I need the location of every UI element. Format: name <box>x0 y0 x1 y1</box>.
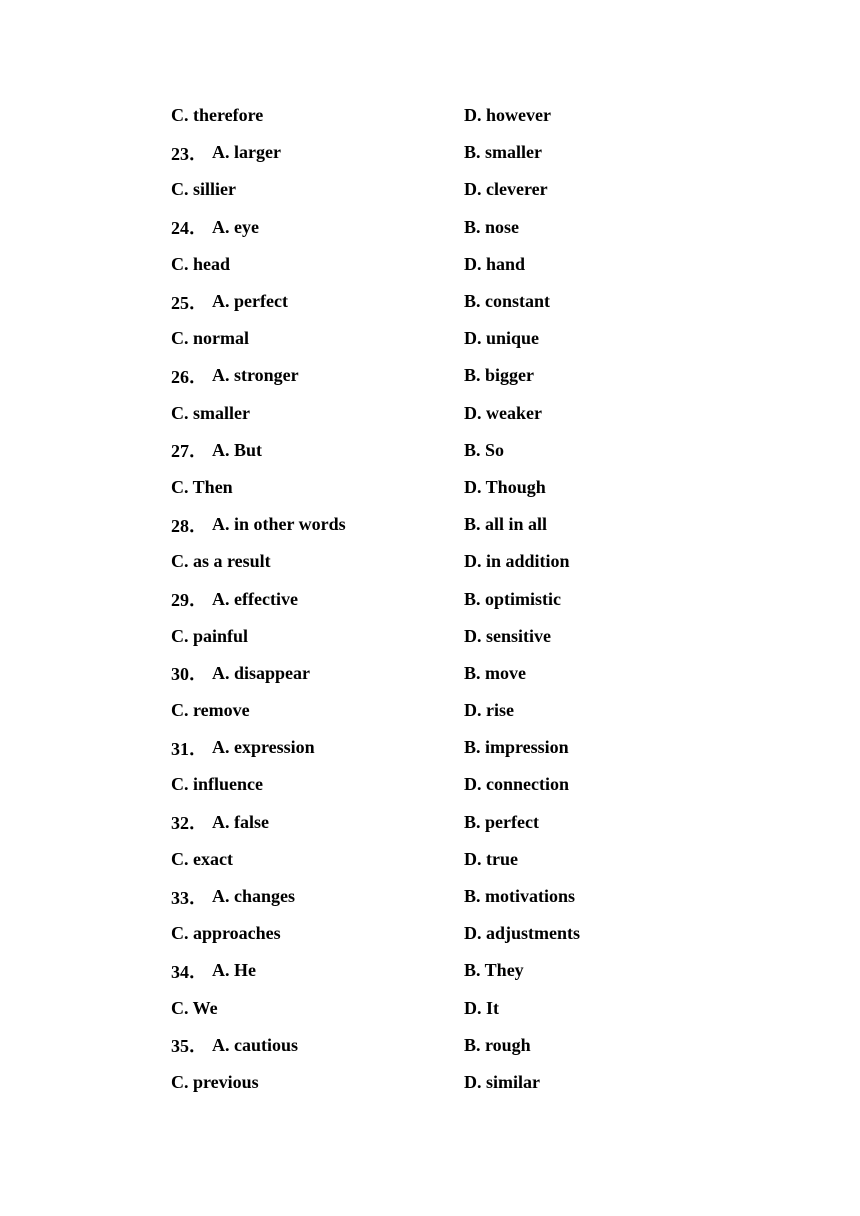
option-left-cell <box>171 214 464 240</box>
option-row <box>171 618 731 655</box>
option-text-right: B. constant <box>464 291 551 312</box>
option-text-right: B. bigger <box>464 365 534 386</box>
option-text-right: D. true <box>464 848 518 869</box>
option-text-left: C. We <box>171 997 218 1018</box>
question-number: 32． <box>171 813 207 834</box>
option-text-left: A. eye <box>212 216 259 237</box>
option-row <box>171 878 731 915</box>
option-text-right: D. rise <box>464 700 514 721</box>
option-text-right: D. It <box>464 997 499 1018</box>
option-row <box>171 1027 731 1064</box>
option-text-right: D. Though <box>464 476 546 497</box>
question-number: 23． <box>171 143 207 164</box>
option-text-left: A. false <box>212 811 269 832</box>
option-text-right: B. They <box>464 960 524 981</box>
question-number: 35． <box>171 1036 207 1057</box>
option-text-right: D. weaker <box>464 402 542 423</box>
option-row <box>171 1064 731 1101</box>
option-row <box>171 283 731 320</box>
option-left-cell <box>171 551 464 572</box>
option-row <box>171 952 731 989</box>
option-left-cell <box>171 884 464 910</box>
option-text-left: C. Then <box>171 476 233 497</box>
option-left-cell <box>171 477 464 498</box>
option-text-left: C. painful <box>171 625 249 646</box>
option-row <box>171 320 731 357</box>
answer-options-list <box>171 97 731 1101</box>
option-text-left: A. disappear <box>212 662 311 683</box>
option-text-right: D. however <box>464 105 551 126</box>
option-row <box>171 729 731 766</box>
option-left-cell <box>171 289 464 315</box>
option-text-right: B. rough <box>464 1034 531 1055</box>
option-left-cell <box>171 849 464 870</box>
option-row <box>171 97 731 134</box>
option-text-left: C. remove <box>171 700 250 721</box>
option-row <box>171 580 731 617</box>
option-text-left: C. previous <box>171 1071 259 1092</box>
option-text-right: D. adjustments <box>464 923 581 944</box>
option-text-left: C. head <box>171 253 231 274</box>
option-text-right: B. motivations <box>464 886 576 907</box>
option-text-left: A. perfect <box>212 291 288 312</box>
option-text-right: D. connection <box>464 774 569 795</box>
option-left-cell <box>171 660 464 686</box>
option-left-cell <box>171 105 464 126</box>
option-text-right: D. sensitive <box>464 625 551 646</box>
option-text-right: B. impression <box>464 737 569 758</box>
option-left-cell <box>171 958 464 984</box>
option-row <box>171 432 731 469</box>
option-row <box>171 395 731 432</box>
option-text-right: B. smaller <box>464 142 542 163</box>
question-number: 26． <box>171 366 207 387</box>
option-text-left: C. normal <box>171 328 249 349</box>
option-row <box>171 469 731 506</box>
option-text-right: D. hand <box>464 253 526 274</box>
option-left-cell <box>171 254 464 275</box>
option-row <box>171 246 731 283</box>
option-left-cell <box>171 586 464 612</box>
option-text-left: A. He <box>212 960 256 981</box>
question-number: 34． <box>171 961 207 982</box>
option-text-left: C. approaches <box>171 923 281 944</box>
option-row <box>171 692 731 729</box>
option-row <box>171 915 731 952</box>
option-row <box>171 543 731 580</box>
option-text-right: B. move <box>464 662 526 683</box>
option-text-left: C. exact <box>171 848 233 869</box>
option-left-cell <box>171 735 464 761</box>
option-row <box>171 766 731 803</box>
question-number: 25． <box>171 292 207 313</box>
option-left-cell <box>171 512 464 538</box>
option-text-left: C. influence <box>171 774 263 795</box>
option-text-left: C. therefore <box>171 105 264 126</box>
option-text-left: A. larger <box>212 142 281 163</box>
question-number: 24． <box>171 218 207 239</box>
option-text-left: A. in other words <box>212 514 346 535</box>
question-number: 31． <box>171 738 207 759</box>
option-row <box>171 357 731 394</box>
option-row <box>171 655 731 692</box>
option-left-cell <box>171 998 464 1019</box>
question-number: 33． <box>171 887 207 908</box>
option-row <box>171 134 731 171</box>
option-text-left: C. smaller <box>171 402 250 423</box>
option-text-left: A. effective <box>212 588 298 609</box>
option-row <box>171 841 731 878</box>
option-left-cell <box>171 140 464 166</box>
option-left-cell <box>171 1072 464 1093</box>
option-text-right: D. cleverer <box>464 179 548 200</box>
option-text-right: B. perfect <box>464 811 539 832</box>
option-text-right: B. optimistic <box>464 588 561 609</box>
option-row <box>171 506 731 543</box>
option-row <box>171 804 731 841</box>
option-text-left: A. expression <box>212 737 315 758</box>
option-text-left: A. cautious <box>212 1034 299 1055</box>
option-row <box>171 171 731 208</box>
question-number: 29． <box>171 590 207 611</box>
option-left-cell <box>171 1032 464 1058</box>
option-left-cell <box>171 437 464 463</box>
option-text-right: B. So <box>464 439 505 460</box>
option-left-cell <box>171 923 464 944</box>
option-left-cell <box>171 626 464 647</box>
option-text-right: D. unique <box>464 328 540 349</box>
option-left-cell <box>171 403 464 424</box>
option-text-left: C. sillier <box>171 179 236 200</box>
question-number: 28． <box>171 515 207 536</box>
option-text-right: B. all in all <box>464 514 548 535</box>
question-number: 27． <box>171 441 207 462</box>
option-text-right: D. similar <box>464 1071 540 1092</box>
question-number: 30． <box>171 664 207 685</box>
option-left-cell <box>171 363 464 389</box>
option-text-left: A. stronger <box>212 365 299 386</box>
option-text-left: A. changes <box>212 886 296 907</box>
option-text-right: D. in addition <box>464 551 570 572</box>
option-text-left: C. as a result <box>171 551 271 572</box>
option-row <box>171 990 731 1027</box>
option-left-cell <box>171 774 464 795</box>
option-left-cell <box>171 179 464 200</box>
option-left-cell <box>171 700 464 721</box>
option-text-right: B. nose <box>464 216 520 237</box>
option-row <box>171 209 731 246</box>
option-left-cell <box>171 809 464 835</box>
option-text-left: A. But <box>212 439 263 460</box>
option-left-cell <box>171 328 464 349</box>
